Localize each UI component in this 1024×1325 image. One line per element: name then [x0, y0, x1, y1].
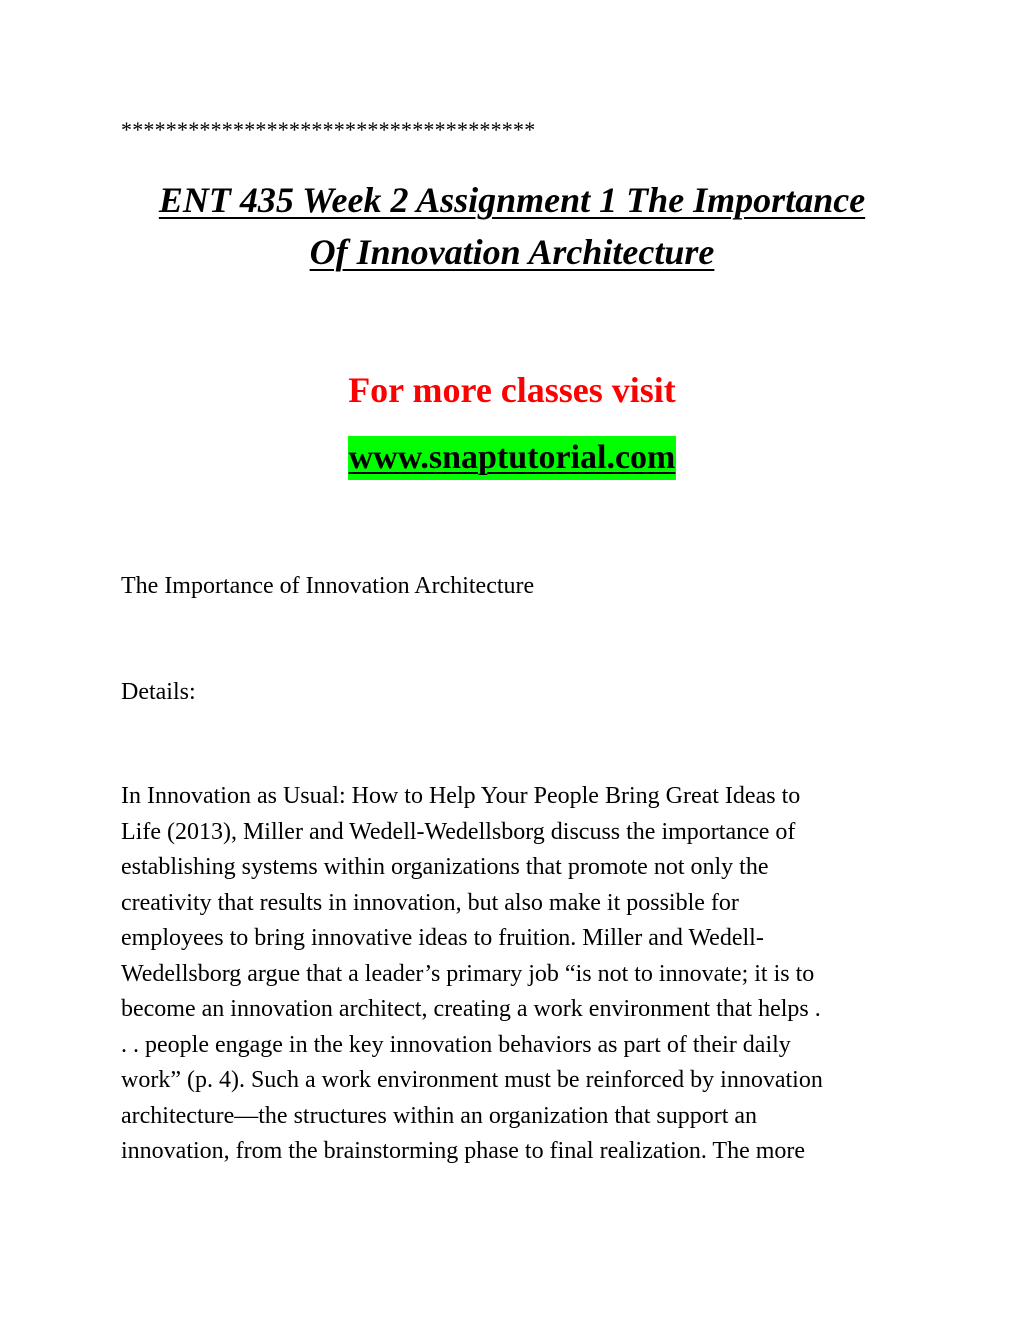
website-link[interactable]: www.snaptutorial.com	[348, 436, 677, 480]
document-title	[100, 174, 924, 278]
title-line-2: Of Innovation Architecture	[309, 232, 715, 272]
body-line: innovation, from the brainstorming phase to final realization. The more	[121, 1138, 806, 1164]
promo-text: For more classes visit	[348, 370, 676, 410]
body-line: work” (p. 4). Such a work environment must be reinforced by innovation	[121, 1067, 823, 1093]
body-line: creativity that results in innovation, but also make it possible for	[121, 889, 739, 916]
website-container	[0, 436, 1024, 480]
body-line: In Innovation as Usual: How to Help Your People Bring Great Ideas to	[121, 783, 801, 809]
body-line: employees to bring innovative ideas to fruition. Miller and Wedell-	[121, 925, 764, 951]
body-line: become an innovation architect, creating a work environment that helps .	[121, 996, 821, 1022]
body-line: establishing systems within organizations that promote not only the	[121, 854, 769, 880]
body-paragraph	[121, 779, 921, 1170]
section-subtitle: The Importance of Innovation Architecture	[121, 573, 535, 599]
body-line: Wedellsborg argue that a leader’s primary job “is not to innovate; it is to	[121, 960, 815, 987]
separator-line: *************************************	[121, 117, 536, 142]
details-label: Details:	[121, 679, 196, 705]
body-line: Life (2013), Miller and Wedell-Wedellsborg discuss the importance of	[121, 818, 796, 845]
title-line-1: ENT 435 Week 2 Assignment 1 The Importance	[158, 180, 866, 220]
body-line: architecture—the structures within an organization that support an	[121, 1102, 758, 1129]
body-line: . . people engage in the key innovation behaviors as part of their daily	[121, 1031, 791, 1058]
